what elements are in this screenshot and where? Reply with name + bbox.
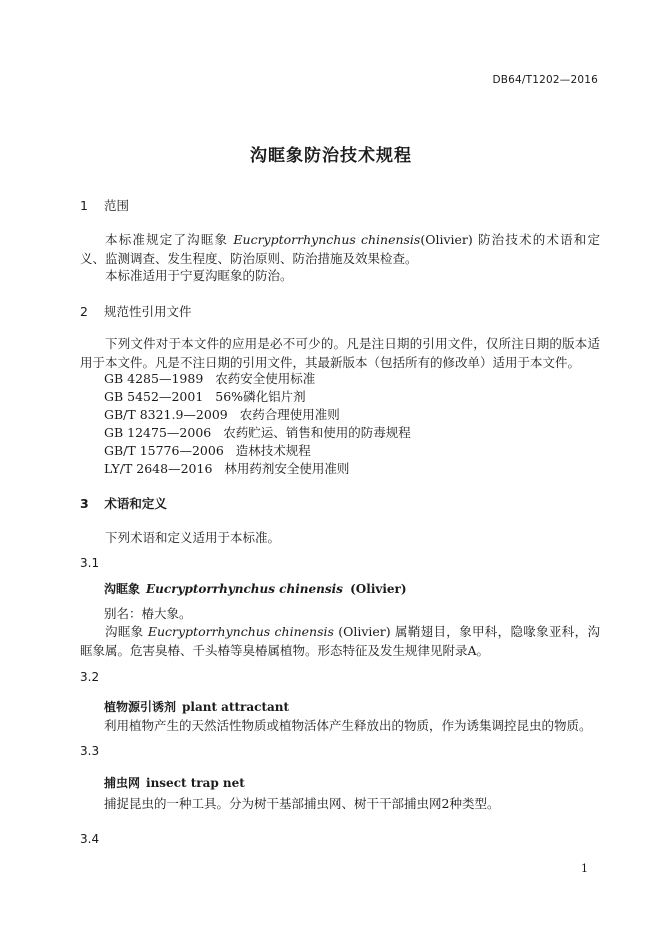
definition-text-a: 沟眶象 [105, 624, 148, 639]
term-definition [80, 622, 600, 660]
reference-name: 林用药剂安全使用准则 [224, 461, 350, 476]
reference-name: 农药安全使用标准 [215, 371, 316, 386]
scope-text-a: 本标准规定了沟眶象 [105, 232, 234, 247]
reference-item [104, 406, 340, 424]
reference-name: 农药贮运、销售和使用的防毒规程 [223, 425, 411, 440]
section-1-heading [80, 196, 129, 214]
term-alias: 别名：椿大象。 [104, 606, 192, 621]
page-number: 1 [581, 862, 588, 875]
reference-name: 56%磷化铝片剂 [215, 389, 306, 404]
term-heading [104, 774, 245, 791]
scope-paragraph [80, 230, 600, 268]
section-title: 范围 [103, 198, 129, 213]
term-number: 3.3 [80, 744, 100, 758]
definition-species-name: Eucryptorrhynchus chinensis [147, 624, 334, 639]
section-3-heading [80, 494, 167, 512]
reference-item [104, 442, 311, 460]
term-definition: 捕捉昆虫的一种工具。分为树干基部捕虫网、树干干部捕虫网2种类型。 [104, 796, 500, 811]
terms-intro: 下列术语和定义适用于本标准。 [105, 530, 281, 545]
scope-text-b: (Olivier) 防治技术的术语和定义、监测调查、发生程度、防治原则、防治措施及效果检查。 [80, 232, 600, 266]
term-heading [104, 698, 289, 715]
term-en: Eucryptorrhynchus chinensis [146, 582, 343, 596]
reference-name: 造林技术规程 [235, 443, 311, 458]
reference-code: GB 12475—2006 [104, 425, 212, 440]
term-author: (Olivier) [350, 582, 407, 596]
scope-species-name: Eucryptorrhynchus chinensis [233, 232, 421, 247]
reference-code: GB 4285—1989 [104, 371, 204, 386]
term-number: 3.4 [80, 832, 100, 846]
scope-applicability: 本标准适用于宁夏沟眶象的防治。 [105, 268, 293, 283]
references-intro: 下列文件对于本文件的应用是必不可少的。凡是注日期的引用文件，仅所注日期的版本适用于本文件。凡是不注日期的引用文件，其最新版本（包括所有的修改单）适用于本文件。 [80, 336, 600, 370]
standard-code: DB64/T1202—2016 [492, 74, 598, 86]
reference-code: LY/T 2648—2016 [104, 461, 213, 476]
section-2-heading [80, 302, 192, 320]
section-number: 3 [80, 496, 89, 511]
definition-text-b: (Olivier) 属鞘翅目，象甲科，隐喙象亚科，沟眶象属。危害臭椿、千头椿等臭椿属植物。形态特征及发生规律见附录A。 [80, 624, 600, 658]
term-definition: 利用植物产生的天然活性物质或植物活体产生释放出的物质，作为诱集调控昆虫的物质。 [104, 718, 592, 733]
reference-code: GB/T 8321.9—2009 [104, 407, 228, 422]
reference-item [104, 370, 315, 388]
reference-code: GB/T 15776—2006 [104, 443, 224, 458]
reference-item [104, 388, 306, 406]
term-heading [104, 580, 407, 597]
term-number: 3.2 [80, 670, 100, 684]
reference-code: GB 5452—2001 [104, 389, 204, 404]
term-en: insect trap net [146, 776, 245, 790]
document-title: 沟眶象防治技术规程 [250, 146, 412, 166]
reference-item [104, 460, 349, 478]
section-number: 1 [80, 198, 88, 213]
reference-name: 农药合理使用准则 [239, 407, 340, 422]
term-zh: 植物源引诱剂 [104, 700, 177, 714]
reference-item [104, 424, 411, 442]
term-en: plant attractant [182, 700, 290, 714]
section-number: 2 [80, 304, 88, 319]
term-zh: 沟眶象 [104, 582, 141, 596]
term-zh: 捕虫网 [104, 776, 141, 790]
section-title: 术语和定义 [104, 496, 167, 511]
term-number: 3.1 [80, 556, 100, 570]
section-title: 规范性引用文件 [103, 304, 192, 319]
